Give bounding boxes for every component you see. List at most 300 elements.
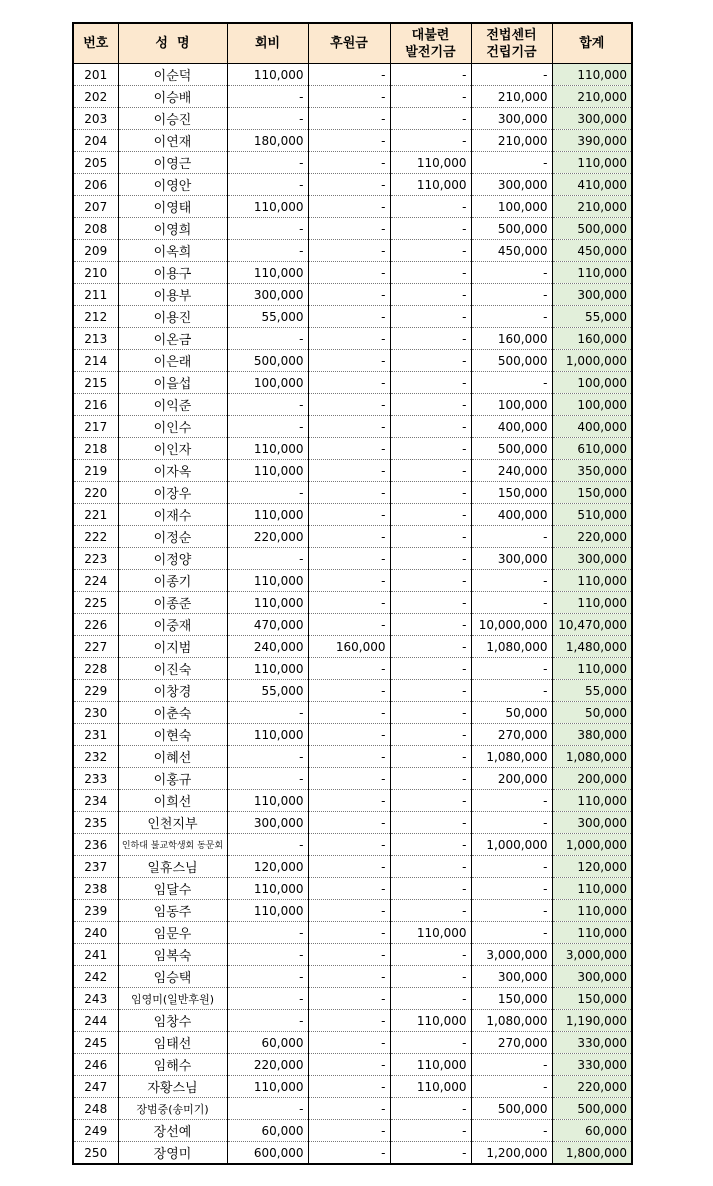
cell-no: 210 xyxy=(73,262,118,284)
cell-name: 이인수 xyxy=(118,416,227,438)
table-row xyxy=(73,768,632,790)
cell-support: - xyxy=(308,1120,390,1142)
table-row xyxy=(73,504,632,526)
cell-fee: 180,000 xyxy=(227,130,308,152)
cell-name: 이지범 xyxy=(118,636,227,658)
cell-fund1: - xyxy=(390,812,471,834)
header-fee: 회비 xyxy=(227,23,308,64)
cell-fund1: - xyxy=(390,548,471,570)
cell-support: - xyxy=(308,504,390,526)
cell-fee: 470,000 xyxy=(227,614,308,636)
cell-support: - xyxy=(308,922,390,944)
cell-total: 100,000 xyxy=(552,394,632,416)
cell-support: - xyxy=(308,438,390,460)
cell-total: 10,470,000 xyxy=(552,614,632,636)
cell-name: 이홍규 xyxy=(118,768,227,790)
cell-total: 160,000 xyxy=(552,328,632,350)
cell-support: - xyxy=(308,350,390,372)
table-row xyxy=(73,724,632,746)
cell-fee: 110,000 xyxy=(227,64,308,86)
cell-name: 이영태 xyxy=(118,196,227,218)
cell-total: 3,000,000 xyxy=(552,944,632,966)
cell-total: 100,000 xyxy=(552,372,632,394)
cell-fund2: 200,000 xyxy=(471,768,552,790)
cell-fund1: - xyxy=(390,262,471,284)
cell-no: 250 xyxy=(73,1142,118,1165)
cell-fund2: 270,000 xyxy=(471,1032,552,1054)
cell-fund2: 300,000 xyxy=(471,966,552,988)
cell-fee: - xyxy=(227,1098,308,1120)
cell-name: 이영근 xyxy=(118,152,227,174)
table-row xyxy=(73,240,632,262)
cell-total: 210,000 xyxy=(552,86,632,108)
cell-fee: 600,000 xyxy=(227,1142,308,1165)
cell-total: 1,000,000 xyxy=(552,834,632,856)
header-fund2-line2: 건립기금 xyxy=(486,44,537,60)
table-row xyxy=(73,64,632,86)
cell-fee: 110,000 xyxy=(227,592,308,614)
cell-no: 239 xyxy=(73,900,118,922)
table-row xyxy=(73,900,632,922)
cell-fund2: - xyxy=(471,790,552,812)
cell-fund1: - xyxy=(390,680,471,702)
cell-fund2: 300,000 xyxy=(471,174,552,196)
cell-total: 60,000 xyxy=(552,1120,632,1142)
cell-no: 238 xyxy=(73,878,118,900)
cell-no: 235 xyxy=(73,812,118,834)
cell-no: 244 xyxy=(73,1010,118,1032)
cell-name: 임태선 xyxy=(118,1032,227,1054)
cell-support: - xyxy=(308,966,390,988)
cell-no: 217 xyxy=(73,416,118,438)
cell-fee: - xyxy=(227,834,308,856)
cell-fund1: - xyxy=(390,614,471,636)
cell-fee: - xyxy=(227,416,308,438)
cell-fee: 300,000 xyxy=(227,812,308,834)
cell-no: 240 xyxy=(73,922,118,944)
cell-name: 이영희 xyxy=(118,218,227,240)
cell-no: 247 xyxy=(73,1076,118,1098)
cell-name: 이현숙 xyxy=(118,724,227,746)
cell-total: 1,080,000 xyxy=(552,746,632,768)
cell-name: 이재수 xyxy=(118,504,227,526)
table-row xyxy=(73,1142,632,1165)
cell-no: 213 xyxy=(73,328,118,350)
cell-name: 이장우 xyxy=(118,482,227,504)
cell-no: 214 xyxy=(73,350,118,372)
cell-total: 110,000 xyxy=(552,922,632,944)
cell-fund2: 3,000,000 xyxy=(471,944,552,966)
cell-fund2: 500,000 xyxy=(471,218,552,240)
cell-support: - xyxy=(308,724,390,746)
cell-no: 249 xyxy=(73,1120,118,1142)
header-fund2-line1: 전법센터 xyxy=(486,27,537,43)
table-row xyxy=(73,812,632,834)
cell-name: 이옥희 xyxy=(118,240,227,262)
cell-name: 이영안 xyxy=(118,174,227,196)
cell-fund1: - xyxy=(390,482,471,504)
cell-fee: - xyxy=(227,768,308,790)
cell-no: 245 xyxy=(73,1032,118,1054)
table-row xyxy=(73,966,632,988)
cell-no: 229 xyxy=(73,680,118,702)
cell-total: 150,000 xyxy=(552,988,632,1010)
cell-total: 200,000 xyxy=(552,768,632,790)
cell-support: - xyxy=(308,1054,390,1076)
cell-fund2: - xyxy=(471,1076,552,1098)
cell-fund1: 110,000 xyxy=(390,1076,471,1098)
cell-fee: 500,000 xyxy=(227,350,308,372)
cell-total: 150,000 xyxy=(552,482,632,504)
cell-no: 212 xyxy=(73,306,118,328)
cell-fund2: 100,000 xyxy=(471,394,552,416)
cell-no: 223 xyxy=(73,548,118,570)
cell-fund1: - xyxy=(390,636,471,658)
cell-name: 이승진 xyxy=(118,108,227,130)
cell-no: 248 xyxy=(73,1098,118,1120)
cell-fee: 60,000 xyxy=(227,1120,308,1142)
cell-no: 205 xyxy=(73,152,118,174)
table-row xyxy=(73,614,632,636)
cell-support: - xyxy=(308,152,390,174)
cell-fee: 110,000 xyxy=(227,790,308,812)
cell-support: - xyxy=(308,262,390,284)
cell-name: 이익준 xyxy=(118,394,227,416)
cell-name: 임문우 xyxy=(118,922,227,944)
table-header xyxy=(73,23,632,64)
cell-total: 110,000 xyxy=(552,152,632,174)
cell-fund2: 210,000 xyxy=(471,86,552,108)
cell-support: - xyxy=(308,570,390,592)
header-fund1-line2: 발전기금 xyxy=(405,44,456,60)
cell-support: - xyxy=(308,856,390,878)
cell-total: 220,000 xyxy=(552,526,632,548)
cell-support: - xyxy=(308,812,390,834)
donation-sheet xyxy=(72,22,633,1165)
cell-name: 이을섭 xyxy=(118,372,227,394)
cell-fee: 110,000 xyxy=(227,1076,308,1098)
cell-name: 이종준 xyxy=(118,592,227,614)
cell-fee: 100,000 xyxy=(227,372,308,394)
cell-name: 이용진 xyxy=(118,306,227,328)
cell-fund1: - xyxy=(390,592,471,614)
cell-name: 장영미 xyxy=(118,1142,227,1165)
table-row xyxy=(73,262,632,284)
table-row xyxy=(73,1098,632,1120)
cell-no: 206 xyxy=(73,174,118,196)
header-total: 합계 xyxy=(552,23,632,64)
cell-fund1: 110,000 xyxy=(390,1010,471,1032)
cell-no: 230 xyxy=(73,702,118,724)
cell-support: - xyxy=(308,1142,390,1165)
cell-fee: 220,000 xyxy=(227,1054,308,1076)
cell-no: 226 xyxy=(73,614,118,636)
cell-fund1: 110,000 xyxy=(390,1054,471,1076)
cell-name: 이인자 xyxy=(118,438,227,460)
cell-support: - xyxy=(308,658,390,680)
cell-fund2: - xyxy=(471,570,552,592)
cell-fund1: - xyxy=(390,394,471,416)
table-row xyxy=(73,680,632,702)
cell-support: - xyxy=(308,548,390,570)
cell-fee: - xyxy=(227,240,308,262)
cell-total: 610,000 xyxy=(552,438,632,460)
table-row xyxy=(73,658,632,680)
cell-no: 237 xyxy=(73,856,118,878)
cell-no: 209 xyxy=(73,240,118,262)
cell-no: 218 xyxy=(73,438,118,460)
cell-fee: 240,000 xyxy=(227,636,308,658)
cell-fund1: - xyxy=(390,878,471,900)
cell-support: - xyxy=(308,592,390,614)
cell-fund1: - xyxy=(390,306,471,328)
cell-fund2: - xyxy=(471,64,552,86)
cell-fee: - xyxy=(227,1010,308,1032)
cell-name: 임달수 xyxy=(118,878,227,900)
cell-fund1: - xyxy=(390,900,471,922)
cell-name: 이자옥 xyxy=(118,460,227,482)
cell-total: 300,000 xyxy=(552,812,632,834)
cell-no: 246 xyxy=(73,1054,118,1076)
table-row xyxy=(73,306,632,328)
cell-total: 110,000 xyxy=(552,592,632,614)
cell-total: 1,000,000 xyxy=(552,350,632,372)
cell-support: - xyxy=(308,218,390,240)
cell-fund1: - xyxy=(390,438,471,460)
cell-name: 이창경 xyxy=(118,680,227,702)
cell-fund1: - xyxy=(390,1142,471,1165)
cell-total: 110,000 xyxy=(552,900,632,922)
cell-fee: 120,000 xyxy=(227,856,308,878)
cell-fund2: 1,080,000 xyxy=(471,636,552,658)
cell-total: 220,000 xyxy=(552,1076,632,1098)
cell-name: 임영미(일반후원) xyxy=(118,988,227,1010)
cell-fee: - xyxy=(227,108,308,130)
table-row xyxy=(73,570,632,592)
cell-fund2: 100,000 xyxy=(471,196,552,218)
cell-fund2: 160,000 xyxy=(471,328,552,350)
table-row xyxy=(73,702,632,724)
table-row xyxy=(73,834,632,856)
cell-fund2: - xyxy=(471,592,552,614)
cell-total: 55,000 xyxy=(552,306,632,328)
header-no: 번호 xyxy=(73,23,118,64)
cell-name: 임해수 xyxy=(118,1054,227,1076)
cell-no: 236 xyxy=(73,834,118,856)
cell-fund2: - xyxy=(471,1120,552,1142)
cell-fee: 55,000 xyxy=(227,680,308,702)
header-support: 후원금 xyxy=(308,23,390,64)
cell-support: - xyxy=(308,108,390,130)
table-row xyxy=(73,108,632,130)
cell-support: - xyxy=(308,878,390,900)
table-row xyxy=(73,482,632,504)
cell-fund1: - xyxy=(390,130,471,152)
cell-fund1: - xyxy=(390,350,471,372)
cell-name: 이은래 xyxy=(118,350,227,372)
cell-fund1: - xyxy=(390,240,471,262)
cell-fund2: 150,000 xyxy=(471,482,552,504)
cell-fund2: 270,000 xyxy=(471,724,552,746)
cell-fee: 110,000 xyxy=(227,196,308,218)
cell-total: 380,000 xyxy=(552,724,632,746)
cell-no: 201 xyxy=(73,64,118,86)
cell-total: 110,000 xyxy=(552,790,632,812)
cell-support: - xyxy=(308,1032,390,1054)
cell-fee: 60,000 xyxy=(227,1032,308,1054)
table-row xyxy=(73,460,632,482)
cell-support: - xyxy=(308,680,390,702)
cell-support: - xyxy=(308,416,390,438)
table-row xyxy=(73,394,632,416)
cell-name: 이순덕 xyxy=(118,64,227,86)
cell-fee: - xyxy=(227,922,308,944)
cell-fee: - xyxy=(227,944,308,966)
cell-fee: - xyxy=(227,746,308,768)
table-row xyxy=(73,1010,632,1032)
cell-name: 인하대 불교학생회 동문회 xyxy=(118,834,227,856)
cell-fund1: - xyxy=(390,988,471,1010)
cell-support: - xyxy=(308,240,390,262)
cell-total: 400,000 xyxy=(552,416,632,438)
cell-fund1: - xyxy=(390,108,471,130)
table-row xyxy=(73,1120,632,1142)
cell-fund2: - xyxy=(471,900,552,922)
cell-fund1: 110,000 xyxy=(390,174,471,196)
cell-name: 이진숙 xyxy=(118,658,227,680)
table-row xyxy=(73,988,632,1010)
header-row xyxy=(73,23,632,64)
cell-fund1: - xyxy=(390,570,471,592)
cell-fund1: - xyxy=(390,1032,471,1054)
cell-no: 219 xyxy=(73,460,118,482)
table-row xyxy=(73,416,632,438)
cell-total: 300,000 xyxy=(552,284,632,306)
table-row xyxy=(73,944,632,966)
cell-fee: 110,000 xyxy=(227,504,308,526)
cell-fund2: 500,000 xyxy=(471,350,552,372)
cell-name: 이연재 xyxy=(118,130,227,152)
cell-fund2: - xyxy=(471,284,552,306)
cell-name: 임창수 xyxy=(118,1010,227,1032)
cell-fund1: - xyxy=(390,64,471,86)
cell-total: 120,000 xyxy=(552,856,632,878)
cell-support: - xyxy=(308,944,390,966)
cell-support: - xyxy=(308,284,390,306)
cell-fund1: - xyxy=(390,86,471,108)
table-row xyxy=(73,526,632,548)
header-fund1 xyxy=(390,23,471,64)
cell-total: 330,000 xyxy=(552,1032,632,1054)
cell-fee: - xyxy=(227,702,308,724)
cell-no: 220 xyxy=(73,482,118,504)
cell-no: 216 xyxy=(73,394,118,416)
cell-support: - xyxy=(308,1076,390,1098)
cell-total: 450,000 xyxy=(552,240,632,262)
table-row xyxy=(73,328,632,350)
cell-name: 이승배 xyxy=(118,86,227,108)
cell-name: 이춘숙 xyxy=(118,702,227,724)
cell-name: 인천지부 xyxy=(118,812,227,834)
cell-fee: - xyxy=(227,966,308,988)
cell-total: 110,000 xyxy=(552,262,632,284)
cell-fee: 110,000 xyxy=(227,438,308,460)
cell-fund1: - xyxy=(390,1098,471,1120)
cell-fund2: - xyxy=(471,658,552,680)
cell-total: 1,190,000 xyxy=(552,1010,632,1032)
table-row xyxy=(73,284,632,306)
cell-name: 자황스님 xyxy=(118,1076,227,1098)
table-row xyxy=(73,1032,632,1054)
cell-fund1: - xyxy=(390,526,471,548)
cell-name: 장범중(송미기) xyxy=(118,1098,227,1120)
cell-name: 이용구 xyxy=(118,262,227,284)
cell-total: 500,000 xyxy=(552,1098,632,1120)
cell-total: 1,480,000 xyxy=(552,636,632,658)
cell-fund2: - xyxy=(471,878,552,900)
cell-fund2: 500,000 xyxy=(471,438,552,460)
cell-support: - xyxy=(308,328,390,350)
cell-fund2: 300,000 xyxy=(471,548,552,570)
cell-fund1: 110,000 xyxy=(390,152,471,174)
cell-no: 241 xyxy=(73,944,118,966)
cell-fee: 110,000 xyxy=(227,262,308,284)
cell-fund1: - xyxy=(390,746,471,768)
cell-no: 224 xyxy=(73,570,118,592)
cell-support: - xyxy=(308,790,390,812)
cell-total: 350,000 xyxy=(552,460,632,482)
cell-no: 231 xyxy=(73,724,118,746)
cell-fund2: 400,000 xyxy=(471,504,552,526)
cell-no: 232 xyxy=(73,746,118,768)
cell-fund2: 450,000 xyxy=(471,240,552,262)
cell-fee: - xyxy=(227,86,308,108)
table-row xyxy=(73,922,632,944)
cell-fee: - xyxy=(227,218,308,240)
cell-fee: - xyxy=(227,174,308,196)
table-row xyxy=(73,636,632,658)
header-name: 성 명 xyxy=(118,23,227,64)
cell-support: - xyxy=(308,834,390,856)
cell-support: - xyxy=(308,196,390,218)
cell-fund2: 1,200,000 xyxy=(471,1142,552,1165)
cell-fund1: - xyxy=(390,834,471,856)
cell-fund2: 300,000 xyxy=(471,108,552,130)
cell-fee: 220,000 xyxy=(227,526,308,548)
cell-total: 390,000 xyxy=(552,130,632,152)
cell-name: 이종기 xyxy=(118,570,227,592)
cell-total: 110,000 xyxy=(552,64,632,86)
cell-fund2: - xyxy=(471,526,552,548)
cell-fund2: 1,080,000 xyxy=(471,1010,552,1032)
table-row xyxy=(73,86,632,108)
cell-name: 이정순 xyxy=(118,526,227,548)
cell-support: 160,000 xyxy=(308,636,390,658)
cell-total: 510,000 xyxy=(552,504,632,526)
cell-fee: - xyxy=(227,152,308,174)
cell-fund1: - xyxy=(390,790,471,812)
cell-name: 이희선 xyxy=(118,790,227,812)
cell-fund2: 240,000 xyxy=(471,460,552,482)
cell-fund1: - xyxy=(390,966,471,988)
table-row xyxy=(73,152,632,174)
cell-fee: 55,000 xyxy=(227,306,308,328)
cell-name: 이온금 xyxy=(118,328,227,350)
cell-fund2: 500,000 xyxy=(471,1098,552,1120)
table-row xyxy=(73,130,632,152)
cell-no: 242 xyxy=(73,966,118,988)
cell-fee: - xyxy=(227,548,308,570)
